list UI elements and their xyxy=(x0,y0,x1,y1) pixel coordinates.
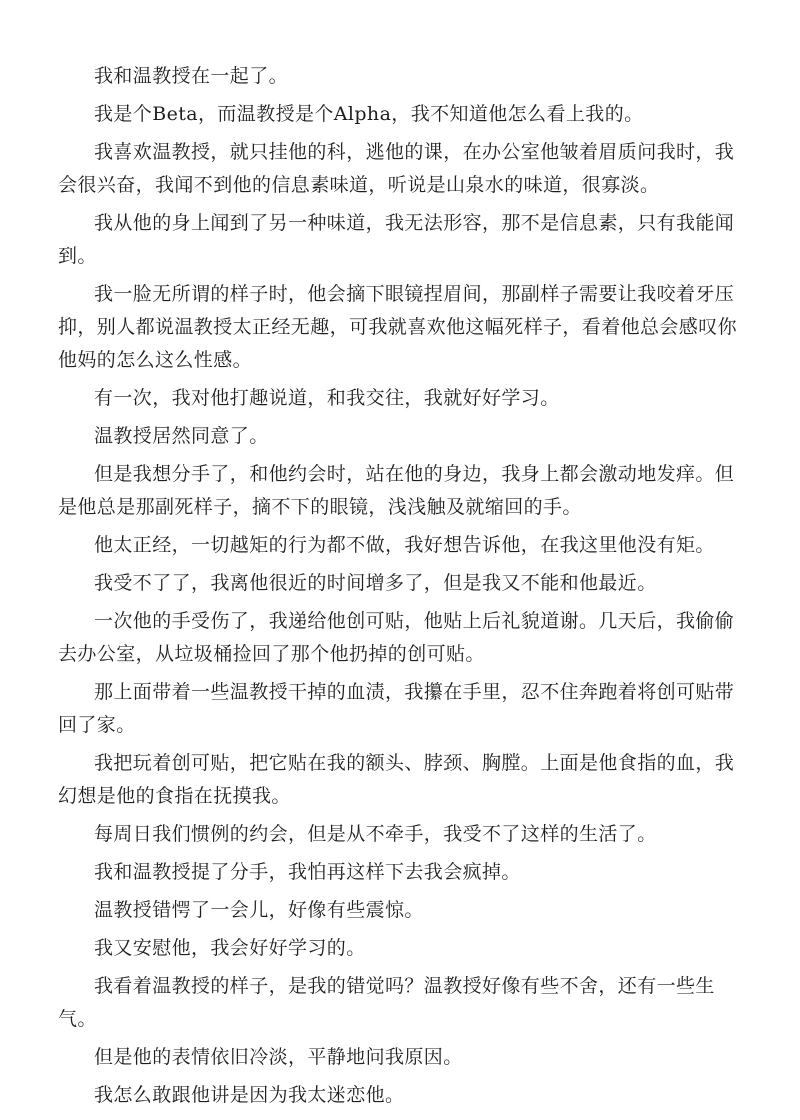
paragraph: 我从他的身上闻到了另一种味道，我无法形容，那不是信息素，只有我能闻到。 xyxy=(58,212,735,267)
paragraph: 我把玩着创可贴，把它贴在我的额头、脖颈、胸膛。上面是他食指的血，我幻想是他的食指在抚摸我。 xyxy=(58,752,735,807)
paragraph: 我和温教授提了分手，我怕再这样下去我会疯掉。 xyxy=(94,861,521,883)
paragraph: 我怎么敢跟他讲是因为我太迷恋他。 xyxy=(94,1084,405,1106)
paragraph: 每周日我们惯例的约会，但是从不牵手，我受不了这样的生活了。 xyxy=(94,823,657,845)
paragraph: 我受不了了，我离他很近的时间增多了，但是我又不能和他最近。 xyxy=(94,572,657,594)
paragraph: 温教授居然同意了。 xyxy=(94,425,269,447)
paragraph: 有一次，我对他打趣说道，和我交往，我就好好学习。 xyxy=(94,387,560,409)
paragraph: 一次他的手受伤了，我递给他创可贴，他贴上后礼貌道谢。几天后，我偷偷去办公室，从垃圾桶捡回了那个他扔掉的创可贴。 xyxy=(58,610,735,665)
paragraph: 温教授错愕了一会儿，好像有些震惊。 xyxy=(94,899,424,921)
paragraph: 我一脸无所谓的样子时，他会摘下眼镜捏眉间，那副样子需要让我咬着牙压抑，别人都说温教授太正经无趣，可我就喜欢他这幅死样子，看着他总会感叹你他妈的怎么这么性感。 xyxy=(58,283,738,371)
paragraph: 但是我想分手了，和他约会时，站在他的身边，我身上都会激动地发痒。但是他总是那副死样子，摘不下的眼镜，浅浅触及就缩回的手。 xyxy=(58,463,735,518)
paragraph: 他太正经，一切越矩的行为都不做，我好想告诉他，在我这里他没有矩。 xyxy=(94,534,715,556)
paragraph: 我是个Beta，而温教授是个Alpha，我不知道他怎么看上我的。 xyxy=(94,103,644,125)
paragraph: 我喜欢温教授，就只挂他的科，逃他的课，在办公室他皱着眉质问我时，我会很兴奋，我闻不到他的信息素味道，听说是山泉水的味道，很寡淡。 xyxy=(58,141,735,196)
paragraph: 我又安慰他，我会好好学习的。 xyxy=(94,937,366,959)
paragraph: 我看着温教授的样子，是我的错觉吗？温教授好像有些不舍，还有一些生气。 xyxy=(58,975,715,1030)
paragraph: 但是他的表情依旧冷淡，平静地问我原因。 xyxy=(94,1046,463,1068)
paragraph: 那上面带着一些温教授干掉的血渍，我攥在手里，忍不住奔跑着将创可贴带回了家。 xyxy=(58,681,735,736)
paragraph: 我和温教授在一起了。 xyxy=(94,65,289,87)
